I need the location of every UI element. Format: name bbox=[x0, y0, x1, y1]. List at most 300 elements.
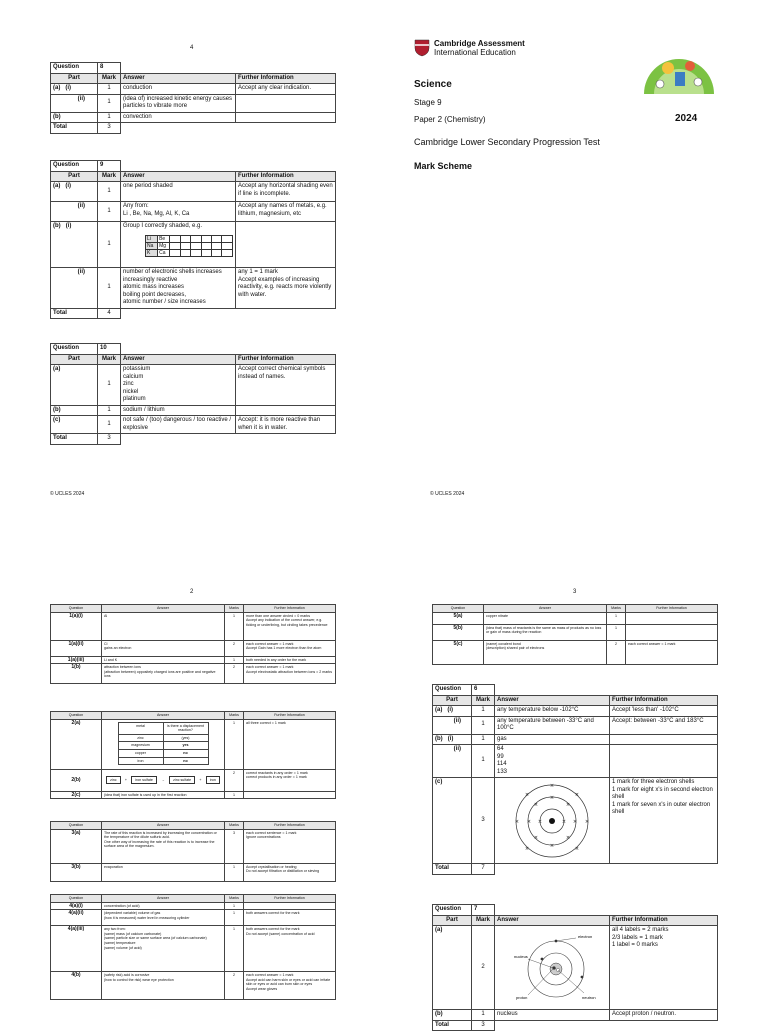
table-cell: yes bbox=[163, 742, 208, 750]
table-cell: (a) bbox=[51, 365, 98, 406]
header-mark: Mark bbox=[98, 73, 121, 84]
table-cell: 1 bbox=[225, 656, 244, 664]
svg-text:×: × bbox=[524, 791, 530, 798]
table-cell: Further Information bbox=[244, 605, 336, 613]
table-cell: Answer bbox=[484, 605, 607, 613]
table-cell: both answers correct for the mark Do not accept (same) concentration of acid bbox=[244, 926, 336, 972]
table-row bbox=[51, 926, 336, 972]
table-cell bbox=[121, 344, 336, 355]
table-cell: Answer bbox=[495, 695, 610, 706]
question-number: 10 bbox=[98, 344, 121, 355]
page-number: 2 bbox=[190, 589, 194, 595]
table-cell: potassium calcium zinc nickel platinum bbox=[121, 365, 236, 406]
table-row bbox=[433, 716, 718, 734]
table-cell: (ii) bbox=[51, 94, 98, 112]
table-row bbox=[51, 640, 336, 656]
table-cell: Marks bbox=[607, 605, 626, 613]
table-cell: 4(a)(i) bbox=[51, 902, 102, 910]
table-cell: (b) (i) bbox=[433, 734, 472, 745]
table-cell: Part bbox=[433, 915, 472, 926]
table-cell: both answers correct for the mark bbox=[244, 910, 336, 926]
question-label: Question bbox=[51, 63, 98, 74]
table-row bbox=[433, 706, 718, 717]
table-cell: nucleus bbox=[495, 1010, 610, 1021]
svg-text:×: × bbox=[549, 794, 555, 801]
displacement-table bbox=[118, 722, 209, 766]
table-cell: 1 bbox=[225, 910, 244, 926]
table-cell: Answer bbox=[102, 712, 225, 720]
table-cell: 2 bbox=[225, 769, 244, 791]
table-cell bbox=[236, 222, 336, 268]
table-cell bbox=[626, 612, 718, 624]
table-cell: copper bbox=[118, 749, 163, 757]
table-cell: Mark bbox=[472, 915, 495, 926]
table-cell bbox=[201, 242, 211, 249]
subject-title: Science bbox=[414, 79, 452, 90]
table-cell: (dependent variable) volume of gas (how it is measured) water level in measuring cylinder bbox=[102, 910, 225, 926]
table-cell: Li and K bbox=[102, 656, 225, 664]
word-equation: zinc + iron sulfate → zinc sulfate + iron bbox=[104, 776, 222, 785]
total-row bbox=[51, 434, 336, 445]
table-cell: 1 bbox=[225, 719, 244, 769]
table-cell: 2 bbox=[225, 640, 244, 656]
table-cell: Part bbox=[433, 695, 472, 706]
table-cell: Total bbox=[51, 123, 98, 134]
svg-text:×: × bbox=[524, 845, 530, 852]
table-cell: Further Information bbox=[244, 822, 336, 830]
table-cell: 3(a) bbox=[51, 829, 102, 863]
table-cell: 1 bbox=[472, 706, 495, 717]
header-answer: Answer bbox=[121, 73, 236, 84]
table-cell: 1 bbox=[472, 1010, 495, 1021]
svg-text:×: × bbox=[549, 782, 555, 789]
table-cell bbox=[495, 926, 610, 1010]
table-cell: 2(a) bbox=[51, 719, 102, 769]
table-cell: Marks bbox=[225, 712, 244, 720]
table-cell: 2 bbox=[607, 640, 626, 664]
table-cell: 4(b) bbox=[51, 972, 102, 1000]
table-cell bbox=[222, 235, 233, 242]
table-cell: (a) bbox=[433, 926, 472, 1010]
table-cell: Accept any horizontal shading even if line is incomplete. bbox=[236, 182, 336, 202]
table-row bbox=[51, 222, 336, 268]
table-cell bbox=[170, 235, 180, 242]
question-label: Question bbox=[51, 344, 98, 355]
table-cell: 1 bbox=[225, 926, 244, 972]
table-row bbox=[51, 112, 336, 123]
table-cell bbox=[121, 161, 336, 172]
table-row bbox=[51, 365, 336, 406]
table-cell bbox=[102, 719, 225, 769]
table-cell: Be bbox=[158, 235, 170, 242]
table-cell: (b) bbox=[51, 112, 98, 123]
page-number: 4 bbox=[190, 45, 194, 51]
table-row bbox=[51, 902, 336, 910]
table-cell: metal bbox=[118, 722, 163, 734]
table-cell: 1(b) bbox=[51, 664, 102, 684]
table-cell: The rate of this reaction is increased by increasing the concentration or the temperature of the dilute sulfuric acid. One other way of increasing the rate of this reaction is to increase the surface area of the magnesium. bbox=[102, 829, 225, 863]
table-cell bbox=[180, 242, 190, 249]
table-cell: Part bbox=[51, 171, 98, 182]
mark-scheme-title: Mark Scheme bbox=[414, 161, 473, 171]
header-info: Further Information bbox=[236, 73, 336, 84]
table-row bbox=[433, 745, 718, 778]
table-cell: any 1 = 1 mark Accept examples of increasing reactivity, e.g. reacts more violently with water. bbox=[236, 268, 336, 309]
table-cell: Further Information bbox=[610, 695, 718, 706]
table-cell bbox=[212, 249, 222, 256]
table-row bbox=[433, 926, 718, 1010]
svg-text:×: × bbox=[533, 801, 539, 808]
table-cell: Mark bbox=[472, 695, 495, 706]
table-cell bbox=[212, 235, 222, 242]
table-cell: 5(c) bbox=[433, 640, 484, 664]
table-cell: (ii) bbox=[433, 716, 472, 734]
year-label: 2024 bbox=[675, 113, 698, 124]
question-5-table bbox=[432, 604, 718, 665]
table-cell bbox=[222, 242, 233, 249]
table-cell: Accept crystallisation or heating Do not accept filtration or distillation or sieving bbox=[244, 863, 336, 881]
table-cell: (ii) bbox=[51, 202, 98, 222]
org-name-line1: Cambridge Assessment bbox=[434, 39, 525, 48]
table-cell: Answer bbox=[102, 822, 225, 830]
table-cell: Further Information bbox=[626, 605, 718, 613]
table-cell: 2 bbox=[225, 972, 244, 1000]
svg-text:×: × bbox=[526, 818, 532, 825]
table-row bbox=[51, 405, 336, 416]
table-row bbox=[51, 910, 336, 926]
table-cell bbox=[610, 734, 718, 745]
table-cell: Al bbox=[102, 612, 225, 640]
label-electron: electron bbox=[578, 933, 593, 939]
table-cell: (name) covalent bond (description) shared pair of electrons bbox=[484, 640, 607, 664]
footer-copyright: © UCLES 2024 bbox=[430, 491, 465, 497]
table-cell: 4(a)(ii) bbox=[51, 910, 102, 926]
table-cell: 1 bbox=[98, 416, 121, 434]
table-cell bbox=[121, 434, 336, 445]
table-row bbox=[51, 268, 336, 309]
table-cell: 1 bbox=[98, 405, 121, 416]
table-row bbox=[433, 1010, 718, 1021]
table-cell: Marks bbox=[225, 822, 244, 830]
table-cell: Accept proton / neutron. bbox=[610, 1010, 718, 1021]
table-cell: Question bbox=[433, 685, 472, 696]
table-cell: number of electronic shells increases increasingly reactive atomic mass increases boiling point decreases, atomic number / size increases bbox=[121, 268, 236, 309]
table-cell: Answer bbox=[121, 354, 236, 365]
question-7-table bbox=[432, 904, 718, 1031]
atom-shell-diagram bbox=[502, 781, 602, 861]
table-cell: Question bbox=[433, 905, 472, 916]
table-cell: magnesium bbox=[118, 742, 163, 750]
shield-icon bbox=[414, 39, 430, 57]
svg-text:×: × bbox=[584, 818, 590, 825]
table-cell: evaporation bbox=[102, 863, 225, 881]
cambridge-logo bbox=[414, 39, 525, 57]
table-cell: (a) (i) bbox=[51, 182, 98, 202]
table-cell: 1 bbox=[98, 182, 121, 202]
table-cell: not safe / (too) dangerous / too reactive / explosive bbox=[121, 416, 236, 434]
table-cell: (b) bbox=[51, 405, 98, 416]
table-cell: any temperature below -102°C bbox=[495, 706, 610, 717]
table-cell: 1 bbox=[98, 222, 121, 268]
table-cell: Li bbox=[146, 235, 158, 242]
table-cell bbox=[244, 791, 336, 799]
question-9-table bbox=[50, 160, 336, 319]
table-cell: (idea that) iron sulfate is used up in the first reaction bbox=[102, 791, 225, 799]
table-cell: Accept correct chemical symbols instead of names. bbox=[236, 365, 336, 406]
table-cell: (b) (i) bbox=[51, 222, 98, 268]
table-cell: conduction bbox=[121, 84, 236, 95]
table-cell bbox=[170, 242, 180, 249]
table-cell: 1 bbox=[225, 902, 244, 910]
table-cell: 2(c) bbox=[51, 791, 102, 799]
table-cell: 1 bbox=[98, 365, 121, 406]
svg-text:×: × bbox=[574, 845, 580, 852]
table-cell bbox=[495, 778, 610, 864]
table-cell: 1 bbox=[225, 612, 244, 640]
question-1-table bbox=[50, 604, 336, 684]
table-cell: (idea that) mass of reactants is the same as mass of products as no loss or gain of mass during the reaction bbox=[484, 624, 607, 640]
table-cell bbox=[495, 1020, 718, 1031]
table-cell: 3 bbox=[98, 434, 121, 445]
table-cell: Accept: between -33°C and 183°C bbox=[610, 716, 718, 734]
table-cell: each correct sentence = 1 mark Ignore concentrations bbox=[244, 829, 336, 863]
table-cell: more than one answer circled = 0 marks Accept any indication of the correct answer, e.g. ticking or underlining, but circling takes precedence bbox=[244, 612, 336, 640]
table-cell: Accept any names of metals, e.g. lithium, magnesium, etc bbox=[236, 202, 336, 222]
table-row bbox=[433, 612, 718, 624]
table-cell: gas bbox=[495, 734, 610, 745]
svg-text:×: × bbox=[537, 818, 543, 825]
table-row bbox=[51, 612, 336, 640]
svg-text:×: × bbox=[574, 791, 580, 798]
table-cell: iron bbox=[118, 757, 163, 765]
table-cell: 4 bbox=[98, 308, 121, 319]
table-cell: Any from: Li , Be, Na, Mg, Al, K, Ca bbox=[121, 202, 236, 222]
table-cell: Answer bbox=[102, 895, 225, 903]
question-8-table bbox=[50, 62, 336, 134]
table-cell: correct reactants in any order = 1 mark correct products in any order = 1 mark bbox=[244, 769, 336, 791]
question-6-table bbox=[432, 684, 718, 875]
table-cell: Accept 'less than' -102°C bbox=[610, 706, 718, 717]
table-cell: Mg bbox=[158, 242, 170, 249]
table-cell: (a) (i) bbox=[433, 706, 472, 717]
table-cell: each correct answer = 1 mark Accept electrostatic attraction between ions = 2 marks bbox=[244, 664, 336, 684]
table-cell: (c) bbox=[433, 778, 472, 864]
table-cell: each correct answer = 1 mark Accept Gain has 1 more electron than the atom bbox=[244, 640, 336, 656]
table-cell: Question bbox=[51, 895, 102, 903]
total-row bbox=[51, 308, 336, 319]
table-cell: Question bbox=[51, 605, 102, 613]
table-cell: 1 bbox=[472, 734, 495, 745]
table-cell: (yes) bbox=[163, 734, 208, 742]
table-cell: Na bbox=[146, 242, 158, 249]
table-cell: 1(a)(i) bbox=[51, 612, 102, 640]
table-cell: copper nitrate bbox=[484, 612, 607, 624]
table-cell bbox=[121, 63, 336, 74]
total-row bbox=[433, 864, 718, 875]
table-cell bbox=[191, 249, 201, 256]
table-cell: Total bbox=[433, 1020, 472, 1031]
question-10-table bbox=[50, 343, 336, 445]
table-row bbox=[51, 972, 336, 1000]
total-row bbox=[51, 123, 336, 134]
question-number: 8 bbox=[98, 63, 121, 74]
table-cell: one period shaded bbox=[121, 182, 236, 202]
svg-text:×: × bbox=[533, 834, 539, 841]
total-row bbox=[433, 1020, 718, 1031]
table-cell: 1 bbox=[98, 112, 121, 123]
table-cell bbox=[495, 864, 718, 875]
table-cell: 1 bbox=[225, 791, 244, 799]
table-cell bbox=[222, 249, 233, 256]
table-cell: Question bbox=[433, 605, 484, 613]
table-cell: 1 mark for three electron shells 1 mark for eight x's in second electron shell 1 mark for seven x's in outer electron shell bbox=[610, 778, 718, 864]
table-cell: attraction between ions (attraction between) oppositely charged ions are positive and negative ions bbox=[102, 664, 225, 684]
table-cell bbox=[121, 308, 336, 319]
table-cell: concentration (of acid) bbox=[102, 902, 225, 910]
svg-text:×: × bbox=[561, 818, 567, 825]
table-row bbox=[51, 656, 336, 664]
paper-label: Paper 2 (Chemistry) bbox=[414, 115, 486, 124]
table-cell: Total bbox=[433, 864, 472, 875]
table-row bbox=[51, 182, 336, 202]
table-cell bbox=[180, 235, 190, 242]
table-cell: both needed in any order for the mark bbox=[244, 656, 336, 664]
table-cell: Mark bbox=[98, 171, 121, 182]
table-cell: Further Information bbox=[236, 354, 336, 365]
table-row bbox=[433, 640, 718, 664]
table-cell bbox=[212, 242, 222, 249]
table-cell: 2 bbox=[472, 926, 495, 1010]
org-name-line2: International Education bbox=[434, 48, 516, 57]
table-cell: 1(a)(iii) bbox=[51, 656, 102, 664]
table-cell: 2(b) bbox=[51, 769, 102, 791]
table-cell: 3 bbox=[472, 778, 495, 864]
label-nucleus: nucleus bbox=[514, 953, 528, 959]
table-cell: Further Information bbox=[236, 171, 336, 182]
table-cell bbox=[191, 235, 201, 242]
table-cell: (safety risk) acid is corrosive (how to control the risk) wear eye protection bbox=[102, 972, 225, 1000]
table-cell: Total bbox=[51, 308, 98, 319]
test-title: Cambridge Lower Secondary Progression Test bbox=[414, 137, 600, 147]
table-cell: Total bbox=[51, 434, 98, 445]
table-row bbox=[51, 416, 336, 434]
table-row bbox=[433, 734, 718, 745]
table-cell bbox=[244, 902, 336, 910]
table-cell: Group I correctly shaded, e.g. Li Be Na Mg K Ca bbox=[121, 222, 236, 268]
table-row bbox=[51, 719, 336, 769]
svg-text:×: × bbox=[514, 818, 520, 825]
table-cell bbox=[236, 405, 336, 416]
table-cell: 64 99 114 133 bbox=[495, 745, 610, 778]
table-cell: (b) bbox=[433, 1010, 472, 1021]
table-cell: Marks bbox=[225, 895, 244, 903]
table-cell: Answer bbox=[121, 171, 236, 182]
table-cell: Further Information bbox=[244, 895, 336, 903]
footer-copyright: © UCLES 2024 bbox=[50, 491, 85, 497]
table-cell: 1 bbox=[607, 612, 626, 624]
table-row bbox=[51, 769, 336, 791]
svg-text:×: × bbox=[565, 834, 571, 841]
table-cell: Further Information bbox=[610, 915, 718, 926]
table-cell: 1 bbox=[98, 94, 121, 112]
question-2-table bbox=[50, 711, 336, 799]
header-part: Part bbox=[51, 73, 98, 84]
question-4-table bbox=[50, 894, 336, 1000]
table-cell: Marks bbox=[225, 605, 244, 613]
table-cell bbox=[201, 249, 211, 256]
table-cell bbox=[102, 769, 225, 791]
table-cell: 2 bbox=[225, 664, 244, 684]
table-cell: convection bbox=[121, 112, 236, 123]
table-cell: 5(b) bbox=[433, 624, 484, 640]
table-cell: (ii) bbox=[433, 745, 472, 778]
table-cell: 6 bbox=[472, 685, 495, 696]
table-row bbox=[433, 778, 718, 864]
table-row bbox=[51, 664, 336, 684]
table-row bbox=[433, 624, 718, 640]
table-cell: all 4 labels = 2 marks 2/3 labels = 1 mark 1 label = 0 marks bbox=[610, 926, 718, 1010]
table-cell: (ii) bbox=[51, 268, 98, 309]
question-number: 9 bbox=[98, 161, 121, 172]
table-cell: 1 bbox=[98, 202, 121, 222]
table-cell: 1 bbox=[98, 84, 121, 95]
table-cell: 1 bbox=[472, 716, 495, 734]
periodic-table-fragment bbox=[145, 235, 233, 257]
table-row bbox=[51, 829, 336, 863]
table-cell: 1 bbox=[607, 624, 626, 640]
table-row bbox=[51, 84, 336, 95]
table-cell: 1 bbox=[472, 745, 495, 778]
table-cell: sodium / lithium bbox=[121, 405, 236, 416]
table-cell: Cl gains an electron bbox=[102, 640, 225, 656]
table-cell bbox=[495, 685, 718, 696]
table-cell: Answer bbox=[495, 915, 610, 926]
table-cell bbox=[626, 624, 718, 640]
table-cell: 1 bbox=[225, 863, 244, 881]
table-cell: Question bbox=[51, 712, 102, 720]
table-cell: each correct answer = 1 mark bbox=[626, 640, 718, 664]
table-cell: 7 bbox=[472, 905, 495, 916]
table-cell: is there a displacement reaction? bbox=[163, 722, 208, 734]
question-label: Question bbox=[51, 161, 98, 172]
table-cell: 3 bbox=[472, 1020, 495, 1031]
table-cell: (c) bbox=[51, 416, 98, 434]
table-cell bbox=[201, 235, 211, 242]
table-row bbox=[51, 202, 336, 222]
table-cell: Further Information bbox=[244, 712, 336, 720]
table-cell: any two from: (same) mass (of calcium carbonate) (same) particle size or same surface area (of calcium carbonate) (same) temperature (same) volume (of acid) bbox=[102, 926, 225, 972]
svg-text:×: × bbox=[549, 842, 555, 849]
page-number: 3 bbox=[573, 589, 577, 595]
table-cell bbox=[170, 249, 180, 256]
table-cell: Question bbox=[51, 822, 102, 830]
table-cell: 4(a)(iii) bbox=[51, 926, 102, 972]
table-cell: all three correct = 1 mark bbox=[244, 719, 336, 769]
science-illustration bbox=[640, 38, 718, 96]
table-cell: 3 bbox=[225, 829, 244, 863]
table-cell: Mark bbox=[98, 354, 121, 365]
table-cell: 7 bbox=[472, 864, 495, 875]
table-cell: Ca bbox=[158, 249, 170, 256]
table-cell: Answer bbox=[102, 605, 225, 613]
table-cell: Part bbox=[51, 354, 98, 365]
table-cell bbox=[236, 94, 336, 112]
table-cell: no bbox=[163, 749, 208, 757]
label-proton: proton bbox=[516, 994, 528, 1000]
table-cell: K bbox=[146, 249, 158, 256]
table-cell bbox=[236, 112, 336, 123]
table-cell: 3 bbox=[98, 123, 121, 134]
